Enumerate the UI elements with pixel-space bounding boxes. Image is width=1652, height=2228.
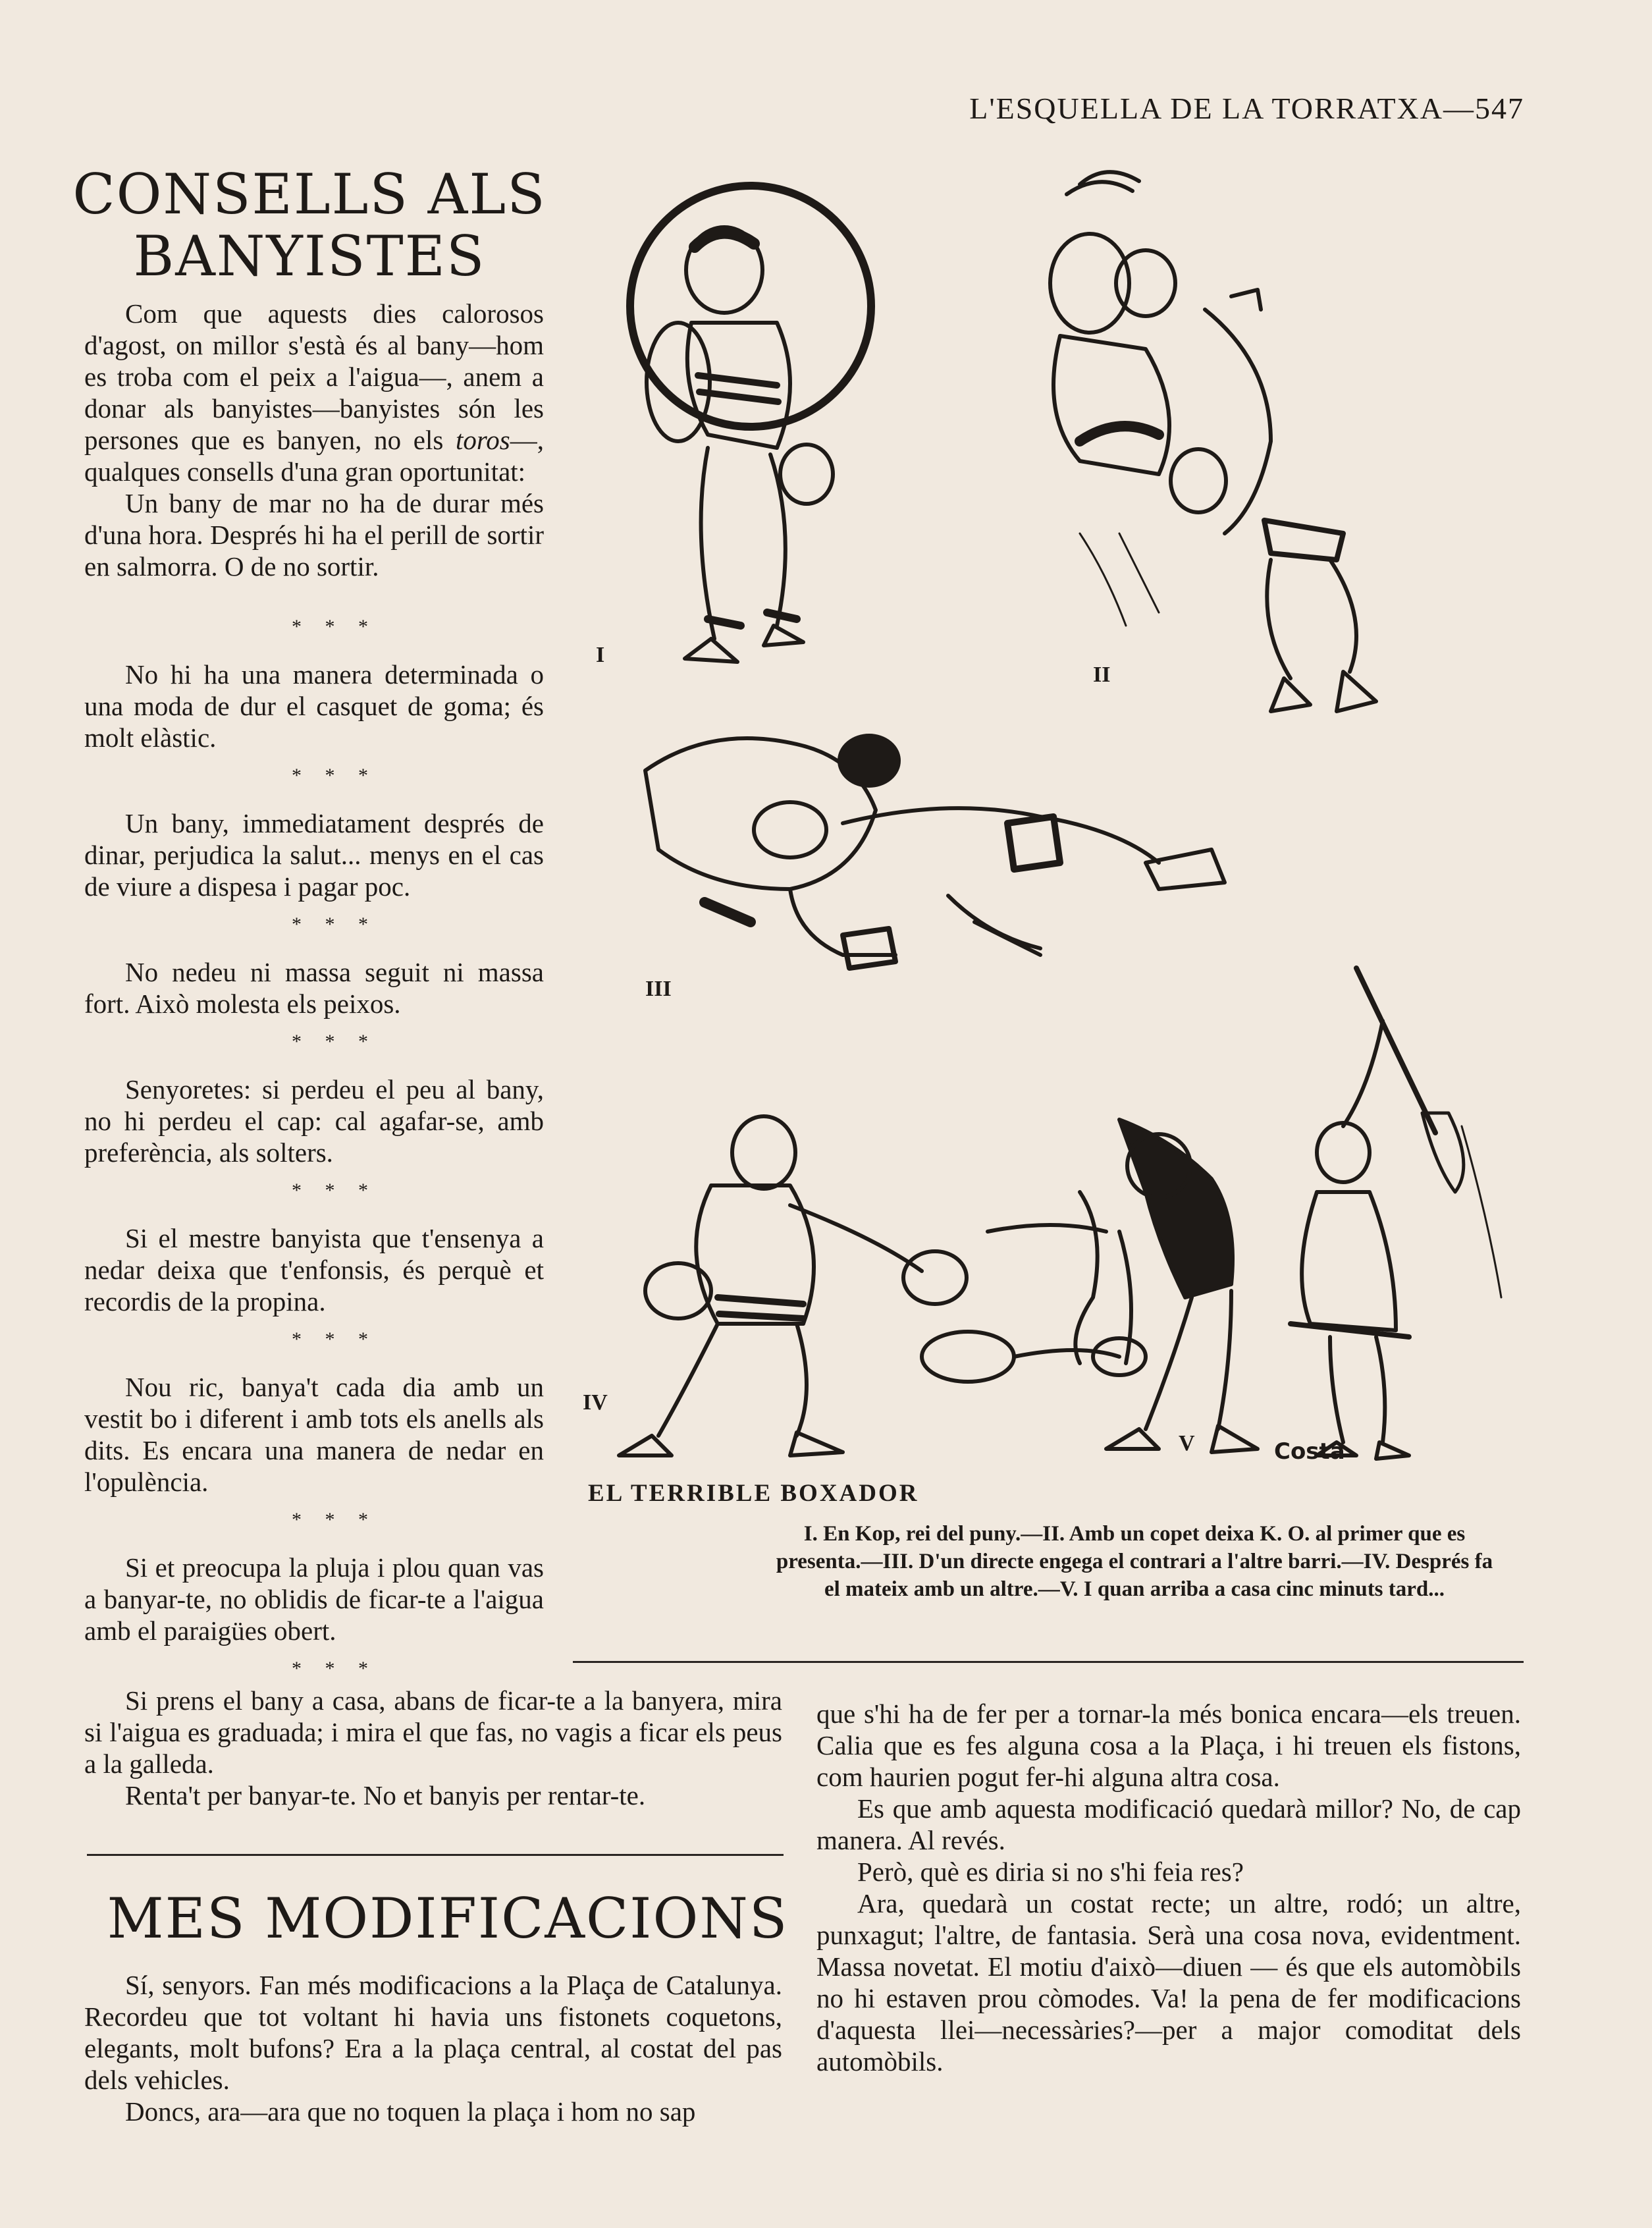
tip-3: Un bany, immediatament després de dinar, perjudica la salut... menys en el cas de viure a dispesa i pagar poc. xyxy=(84,808,544,902)
tip-5: Senyoretes: si perdeu el peu al bany, no hi perdeu el cap: cal agafar-se, amb preferència, als solters. xyxy=(84,1074,544,1168)
tip-1: Un bany de mar no ha de durar més d'una hora. Després hi ha el perill de sortir en salmorra. O de no sortir. xyxy=(84,488,544,582)
title-line-2: BANYISTES xyxy=(133,224,486,289)
article-title-modificacions: MES MODIFICACIONS xyxy=(107,1886,789,1951)
separator-7: * * * xyxy=(292,1509,377,1531)
separator-4: * * * xyxy=(292,1031,377,1052)
artist-signature: Costa xyxy=(1274,1438,1345,1465)
boxer-panel-5 xyxy=(1106,968,1501,1459)
running-head: L'ESQUELLA DE LA TORRATXA—547 xyxy=(969,92,1524,125)
panel-label-3: III xyxy=(645,977,672,1001)
cartoon-illustration xyxy=(579,165,1521,1475)
panel-label-1: I xyxy=(596,643,605,667)
divider-rule xyxy=(573,1661,1524,1663)
divider-rule-article2 xyxy=(87,1854,784,1856)
article2-column-right xyxy=(816,1698,1521,2077)
article1-intro: Com que aquests dies calorosos d'agost, on millor s'està és al bany—hom es troba com el peix a l'aigua—, anem a donar als banyistes—banyistes són les persones que es banyen, no els toros—, qualques consells d'una gran oportunitat: xyxy=(84,298,544,487)
article1-continuation xyxy=(84,1685,782,1811)
article2-p3: que s'hi ha de fer per a tornar-la més bonica encara—els treuen. Calia que es fes alguna cosa a la Plaça, i hi treuen els fistons, com haurien pogut fer-hi alguna altra cosa. xyxy=(816,1698,1521,1792)
tip-8: Si et preocupa la pluja i plou quan vas a banyar-te, no oblidis de ficar-te a l'aigua amb el paraigües obert. xyxy=(84,1552,544,1646)
tip-9: Si prens el bany a casa, abans de ficar-te a la banyera, mira si l'aigua es graduada; i mira el que fas, no vagis a ficar els peus a la galleda. xyxy=(84,1685,782,1779)
article2-p2: Doncs, ara—ara que no toquen la plaça i hom no sap xyxy=(125,2096,696,2127)
boxer-panel-2 xyxy=(1050,172,1376,711)
separator-5: * * * xyxy=(292,1180,377,1201)
article2-column-left xyxy=(84,1969,782,2127)
tip-7: Nou ric, banya't cada dia amb un vestit bo i diferent i amb tots els anells als dits. Es encara una manera de nedar en l'opulència. xyxy=(84,1372,544,1497)
tip-2: No hi ha una manera determinada o una moda de dur el casquet de goma; és molt elàstic. xyxy=(84,659,544,753)
boxer-panel-1 xyxy=(630,186,871,662)
article2-p5: Però, què es diria si no s'hi feia res? xyxy=(857,1857,1244,1887)
separator-1: * * * xyxy=(292,616,377,638)
tip-4: No nedeu ni massa seguit ni massa fort. Això molesta els peixos. xyxy=(84,957,544,1019)
boxer-panel-3 xyxy=(645,736,1225,968)
panel-label-2: II xyxy=(1093,663,1111,687)
title-line-1: CONSELLS ALS xyxy=(72,162,546,227)
tip-10: Renta't per banyar-te. No et banyis per rentar-te. xyxy=(125,1780,646,1810)
separator-2: * * * xyxy=(292,765,377,786)
article2-p1: Sí, senyors. Fan més modificacions a la Plaça de Catalunya. Recordeu que tot voltant hi havia uns fistonets coquetons, elegants, molt bufons? Era a la plaça central, al costat del pas dels vehicles. xyxy=(84,1970,782,2095)
panel-label-5: V xyxy=(1179,1431,1195,1455)
separator-6: * * * xyxy=(292,1328,377,1350)
boxer-panel-4 xyxy=(619,1116,1146,1455)
cartoon-caption-title: EL TERRIBLE BOXADOR xyxy=(588,1480,919,1507)
separator-3: * * * xyxy=(292,913,377,935)
intro-emphasis: toros xyxy=(455,425,510,455)
article-title-consells xyxy=(59,163,560,287)
tip-6: Si el mestre banyista que t'ensenya a nedar deixa que t'enfonsis, és perquè et recordis de la propina. xyxy=(84,1223,544,1317)
cartoon-caption-text: I. En Kop, rei del puny.—II. Amb un copet deixa K. O. al primer que es presenta.—III. D'un directe engega el contrari a l'altre barri.—IV. Després fa el mateix amb un altre.—V. I quan arriba a casa cinc minuts tard... xyxy=(776,1522,1493,1601)
article2-p4: Es que amb aquesta modificació quedarà millor? No, de cap manera. Al revés. xyxy=(816,1793,1521,1855)
article1-column xyxy=(84,298,544,1700)
article2-p6: Ara, quedarà un costat recte; un altre, rodó; un altre, punxagut; l'altre, de fantasia. Serà una cosa nova, evidentment. Massa novetat. El motiu d'això—diuen — és que els automòbils no hi estaven prou còmodes. Va! la pena de fer modificacions d'aquesta llei—necessàries?—per a major comoditat dels automòbils. xyxy=(816,1888,1521,2077)
panel-label-4: IV xyxy=(583,1390,608,1415)
separator-8: * * * xyxy=(292,1658,377,1679)
